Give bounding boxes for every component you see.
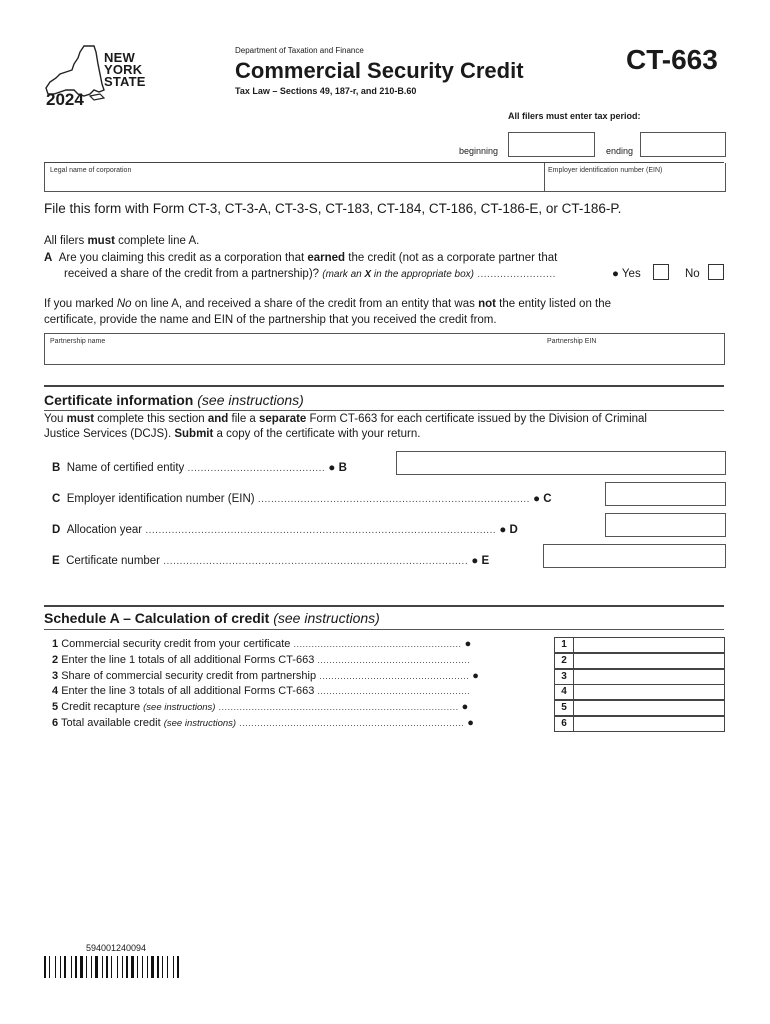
line-a-question-2: received a share of the credit from a partnership)? (mark an X in the appropriate box) ........................ [64,268,556,280]
barcode-bar [160,956,161,978]
line-3-amount-field[interactable] [573,669,725,685]
line-3-number-box: 3 [554,669,574,685]
file-with-instruction: File this form with Form CT-3, CT-3-A, CT-3-S, CT-183, CT-184, CT-186, CT-186-E, or CT-186-P. [44,201,622,216]
form-year: 2024 [46,90,84,109]
line-d-label: D Allocation year ........................................................................................................... ● D [52,524,518,536]
legal-name-field[interactable] [44,163,546,192]
divider [44,385,724,387]
certified-entity-name-field[interactable] [396,451,726,475]
schedule-a-title: Schedule A – Calculation of credit (see instructions) [44,610,380,626]
barcode-bar [137,956,138,978]
schedule-a-line-4: 4 Enter the line 3 totals of all additional Forms CT-663 ................................................... [52,685,471,697]
barcode-bar [126,956,128,978]
barcode-bar [84,956,85,978]
barcode-bar [73,956,74,978]
barcode-bar [129,956,130,978]
barcode-bar [51,956,54,978]
barcode-bar [124,956,125,978]
barcode-bar [91,956,92,978]
barcode-bar [147,956,148,978]
barcode [44,956,180,978]
certificate-desc-2: Justice Services (DCJS). Submit a copy of the certificate with your return. [44,428,421,440]
beginning-label: beginning [459,146,499,156]
line-5-amount-field[interactable] [573,700,725,716]
certificate-section-title: Certificate information (see instructions) [44,392,304,408]
barcode-bar [95,956,98,978]
schedule-a-line-6: 6 Total available credit (see instructions) ........................................................................... ● [52,717,474,729]
yes-label: ● Yes [612,268,641,280]
barcode-bar [104,956,105,978]
barcode-bar [135,956,136,978]
schedule-a-line-2: 2 Enter the line 1 totals of all additional Forms CT-663 ................................................... [52,654,471,666]
divider [44,410,724,411]
partnership-name-field[interactable] [44,333,546,365]
barcode-bar [47,956,48,978]
line-6-number-box: 6 [554,716,574,732]
divider [44,605,724,607]
line-a-intro: All filers must complete line A. [44,235,200,247]
line-5-number-box: 5 [554,700,574,716]
partnership-name-label: Partnership name [50,338,106,345]
barcode-bar [164,956,166,978]
barcode-bar [162,956,163,978]
certified-entity-ein-field[interactable] [605,482,726,506]
no-checkbox[interactable] [708,264,724,280]
barcode-bar [111,956,112,978]
barcode-bar [157,956,159,978]
barcode-bar [142,956,143,978]
barcode-bar [173,956,174,978]
partnership-instruction-2: certificate, provide the name and EIN of the partnership that you received the credit from. [44,314,497,326]
tax-period-beginning-field[interactable] [508,132,595,157]
schedule-a-line-3: 3 Share of commercial security credit from partnership .................................................. ● [52,670,479,682]
barcode-bar [175,956,176,978]
partnership-instruction-1: If you marked No on line A, and received a share of the credit from an entity that was not the entity listed on the [44,298,612,310]
ending-label: ending [606,146,634,156]
barcode-bar [44,956,46,978]
partnership-ein-field[interactable] [544,333,725,365]
barcode-bar [113,956,116,978]
barcode-bar [177,956,179,978]
barcode-bar [139,956,141,978]
schedule-a-line-5: 5 Credit recapture (see instructions) ................................................................................ ● [52,701,469,713]
barcode-bar [167,956,168,978]
barcode-bar [80,956,83,978]
divider [44,629,724,630]
barcode-bar [119,956,121,978]
line-b-label: B Name of certified entity .......................................... ● B [52,462,347,474]
barcode-bar [122,956,123,978]
barcode-bar [102,956,103,978]
barcode-bar [131,956,134,978]
legal-name-label: Legal name of corporation [50,167,132,174]
barcode-bar [55,956,56,978]
barcode-bar [109,956,110,978]
barcode-bar [155,956,156,978]
line-4-number-box: 4 [554,684,574,700]
barcode-bar [149,956,150,978]
certificate-desc-1: You must complete this section and file a separate Form CT-663 for each certificate issued by the Division of Criminal [44,413,647,425]
barcode-bar [117,956,118,978]
schedule-a-line-1: 1 Commercial security credit from your certificate ........................................................ ● [52,638,472,650]
form-title: Commercial Security Credit [235,58,524,83]
barcode-bar [106,956,108,978]
ein-field[interactable] [544,163,726,192]
barcode-bar [86,956,87,978]
line-c-label: C Employer identification number (EIN) ................................................................................... ● C [52,493,552,505]
barcode-bar [71,956,72,978]
barcode-bar [62,956,63,978]
no-label: No [685,268,700,280]
barcode-bar [151,956,154,978]
barcode-bar [144,956,146,978]
partnership-ein-label: Partnership EIN [547,338,597,345]
barcode-bar [49,956,50,978]
tax-period-label: All filers must enter tax period: [508,111,641,121]
line-e-label: E Certificate number ............................................................................................. ● E [52,555,490,567]
barcode-bar [75,956,77,978]
barcode-bar [88,956,90,978]
tax-period-ending-field[interactable] [640,132,726,157]
barcode-bar [64,956,66,978]
line-2-number-box: 2 [554,653,574,669]
barcode-bar [78,956,79,978]
line-2-amount-field[interactable] [573,653,725,669]
barcode-bar [60,956,61,978]
line-6-amount-field[interactable] [573,716,725,732]
barcode-bar [93,956,94,978]
allocation-year-field[interactable] [605,513,726,537]
department-name: Department of Taxation and Finance [235,46,364,55]
barcode-number: 594001240094 [86,943,147,953]
barcode-bar [99,956,101,978]
ein-label: Employer identification number (EIN) [548,167,663,174]
line-a-question-1: A Are you claiming this credit as a corporation that earned the credit (not as a corporate partner that [44,252,558,264]
form-number: CT-663 [626,44,718,75]
barcode-bar [57,956,59,978]
barcode-bar [169,956,172,978]
yes-checkbox[interactable] [653,264,669,280]
tax-law-reference: Tax Law – Sections 49, 187-r, and 210-B.60 [235,86,417,96]
barcode-bar [67,956,70,978]
line-1-amount-field[interactable] [573,637,725,653]
line-4-amount-field[interactable] [573,684,725,700]
state-name-logo: NEW YORK STATE [104,50,146,89]
line-1-number-box: 1 [554,637,574,653]
certificate-number-field[interactable] [543,544,726,568]
